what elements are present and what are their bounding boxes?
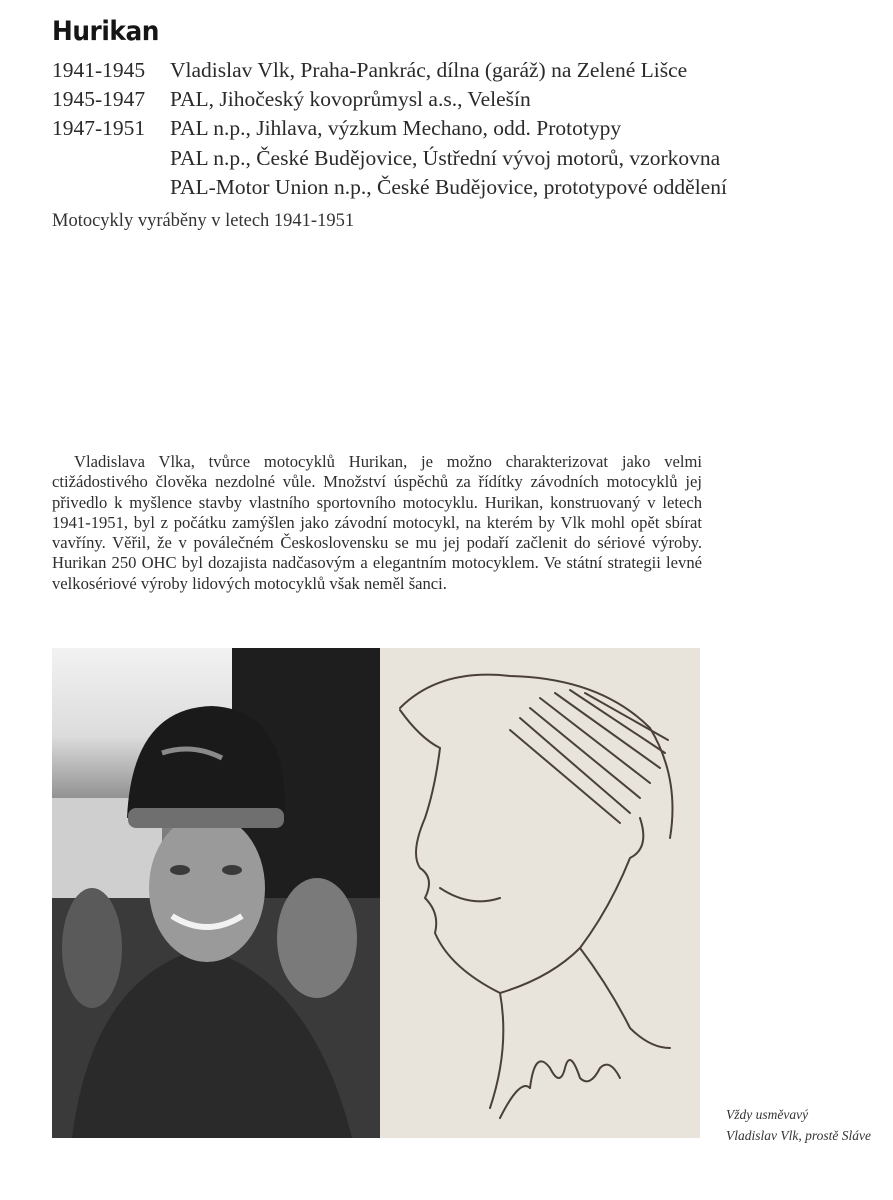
production-summary: Motocykly vyráběny v letech 1941-1951 [52,211,355,231]
timeline-years: 1941-1945 [52,58,146,82]
caricature-sketch [380,648,700,1138]
rider-photo-illustration [52,648,380,1138]
timeline-place: PAL, Jihočeský kovoprůmysl a.s., Velešín [170,87,531,112]
caption-line: Vladislav Vlk, prostě Sláve [726,1128,871,1143]
rider-photo [52,648,380,1138]
timeline-place: Vladislav Vlk, Praha-Pankrác, dílna (garáž) na Zelené Lišce [170,58,688,82]
caption-line: Vždy usměvavý [726,1107,809,1122]
timeline-years [52,173,170,202]
production-timeline [52,56,852,202]
page-title: Hurikan [52,16,159,47]
timeline-years: 1945-1947 [52,87,146,112]
timeline-place: PAL-Motor Union n.p., České Budějovice, prototypové oddělení [170,174,727,199]
timeline-row [52,114,852,143]
timeline-years: 1947-1951 [52,116,146,141]
timeline-row [52,56,852,85]
body-paragraph: Vladislava Vlka, tvůrce motocyklů Hurikan, je možno charakterizovat jako velmi ctižádostivého člověka nezdolné vůle. Množství úspěchů za řídítky závodních motocyklů jej přivedlo k myšlence stavby vlastního sportovního motocyklu. Hurikan, konstruovaný v letech 1941-1951, byl z počátku zamýšlen jako závodní motocykl, na kterém by Vlk mohl opět sbírat vavříny. Věřil, že v poválečném Československu se mu jej podaří začlenit do sériové výroby. Hurikan 250 OHC byl dozajista nadčasovým a elegantním motocyklem. Ve státní strategii levné velkosériové výroby lidových motocyklů však neměl šanci. [52,452,702,593]
timeline-place: PAL n.p., Jihlava, výzkum Mechano, odd. Prototypy [170,116,622,141]
timeline-years [52,144,170,173]
timeline-row [52,173,852,202]
photo-caption [726,1104,893,1146]
caricature-drawing [380,648,700,1138]
timeline-row [52,85,852,114]
timeline-row [52,144,852,173]
timeline-place: PAL n.p., České Budějovice, Ústřední vývoj motorů, vzorkovna [170,145,721,170]
